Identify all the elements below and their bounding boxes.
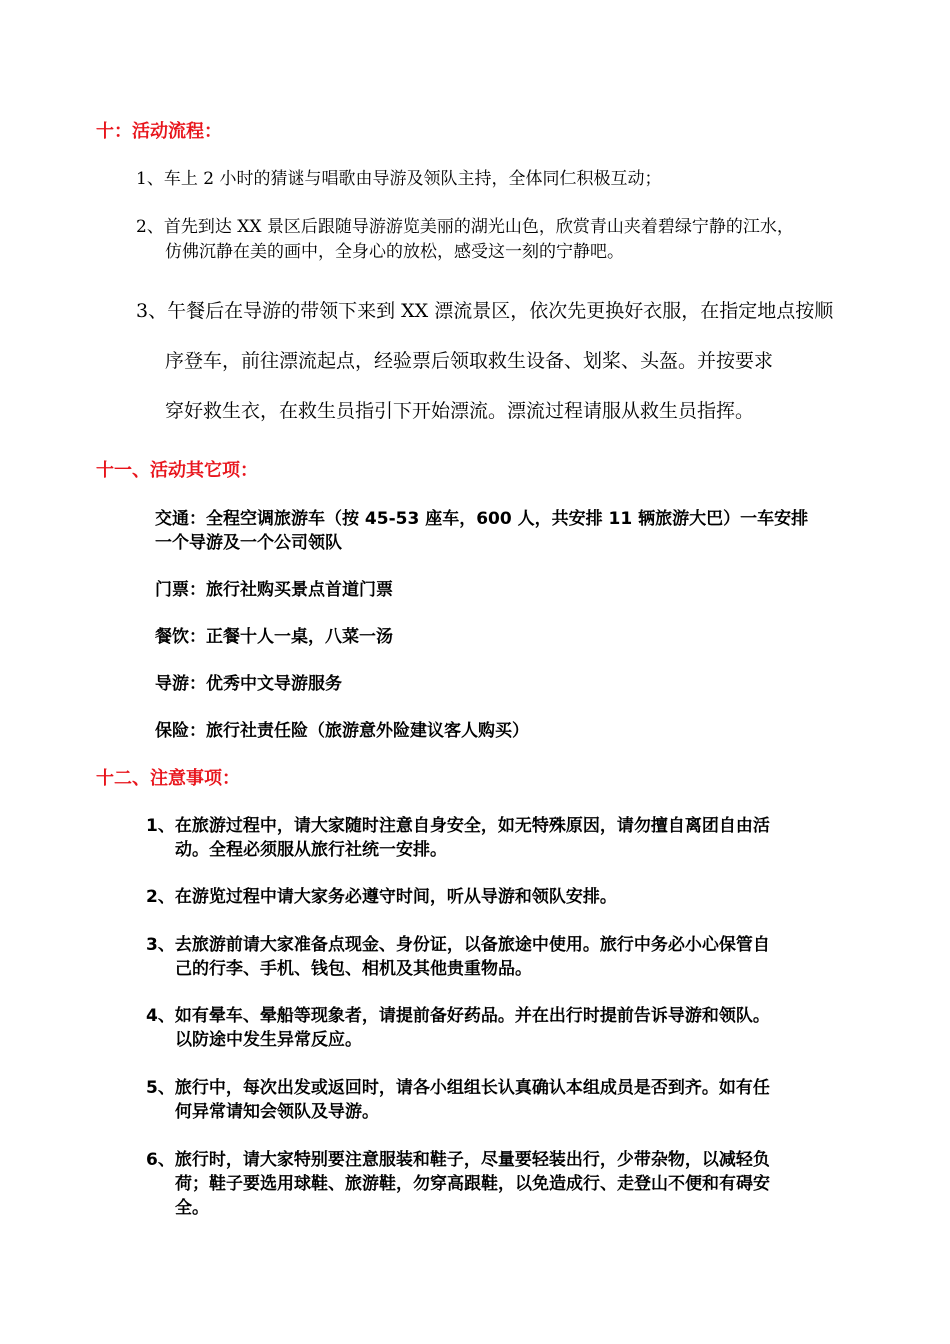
notice-2: 2、在游览过程中请大家务必遵守时间，听从导游和领队安排。 xyxy=(146,887,617,907)
notice-6-line-1: 6、旅行时，请大家特别要注意服装和鞋子，尽量要轻装出行，少带杂物，以减轻负 xyxy=(146,1150,770,1170)
notice-4-line-1: 4、如有晕车、晕船等现象者，请提前备好药品。并在出行时提前告诉导游和领队。 xyxy=(146,1006,770,1026)
flow-item-3-line-3: 穿好救生衣，在救生员指引下开始漂流。漂流过程请服从救生员指挥。 xyxy=(165,400,755,422)
notice-3-line-1: 3、去旅游前请大家准备点现金、身份证，以备旅途中使用。旅行中务必小心保管自 xyxy=(146,935,770,955)
notice-1-line-1: 1、在旅游过程中，请大家随时注意自身安全，如无特殊原因，请勿擅自离团自由活 xyxy=(146,816,770,836)
meal-item: 餐饮：正餐十人一桌，八菜一汤 xyxy=(155,627,393,647)
notice-3-line-2: 己的行李、手机、钱包、相机及其他贵重物品。 xyxy=(175,959,532,979)
ticket-item: 门票：旅行社购买景点首道门票 xyxy=(155,580,393,600)
section-12-heading: 十二、注意事项： xyxy=(96,768,240,789)
notice-6-line-2: 荷；鞋子要选用球鞋、旅游鞋，勿穿高跟鞋，以免造成行、走登山不便和有碍安 xyxy=(175,1174,770,1194)
guide-item: 导游：优秀中文导游服务 xyxy=(155,674,342,694)
section-11-heading: 十一、活动其它项： xyxy=(96,460,258,481)
flow-item-1: 1、车上 2 小时的猜谜与唱歌由导游及领队主持，全体同仁积极互动； xyxy=(136,169,662,189)
flow-item-2-line-2: 仿佛沉静在美的画中，全身心的放松，感受这一刻的宁静吧。 xyxy=(165,242,624,262)
flow-item-3-line-2: 序登车，前往漂流起点，经验票后领取救生设备、划桨、头盔。并按要求 xyxy=(165,350,774,372)
traffic-line-2: 一个导游及一个公司领队 xyxy=(155,533,342,553)
traffic-line-1: 交通：全程空调旅游车（按 45-53 座车，600 人，共安排 11 辆旅游大巴）一车安排 xyxy=(155,509,809,529)
flow-item-3-line-1: 3、午餐后在导游的带领下来到 XX 漂流景区，依次先更换好衣服，在指定地点按顺 xyxy=(136,300,834,322)
flow-item-2-line-1: 2、首先到达 XX 景区后跟随导游游览美丽的湖光山色，欣赏青山夹着碧绿宁静的江水， xyxy=(136,217,794,237)
section-10-heading: 十：活动流程： xyxy=(96,121,222,142)
notice-5-line-1: 5、旅行中，每次出发或返回时，请各小组组长认真确认本组成员是否到齐。如有任 xyxy=(146,1078,770,1098)
notice-6-line-3: 全。 xyxy=(175,1198,209,1218)
notice-4-line-2: 以防途中发生异常反应。 xyxy=(175,1030,362,1050)
insurance-item: 保险：旅行社责任险（旅游意外险建议客人购买） xyxy=(155,721,529,741)
notice-5-line-2: 何异常请知会领队及导游。 xyxy=(175,1102,379,1122)
notice-1-line-2: 动。全程必须服从旅行社统一安排。 xyxy=(175,840,447,860)
